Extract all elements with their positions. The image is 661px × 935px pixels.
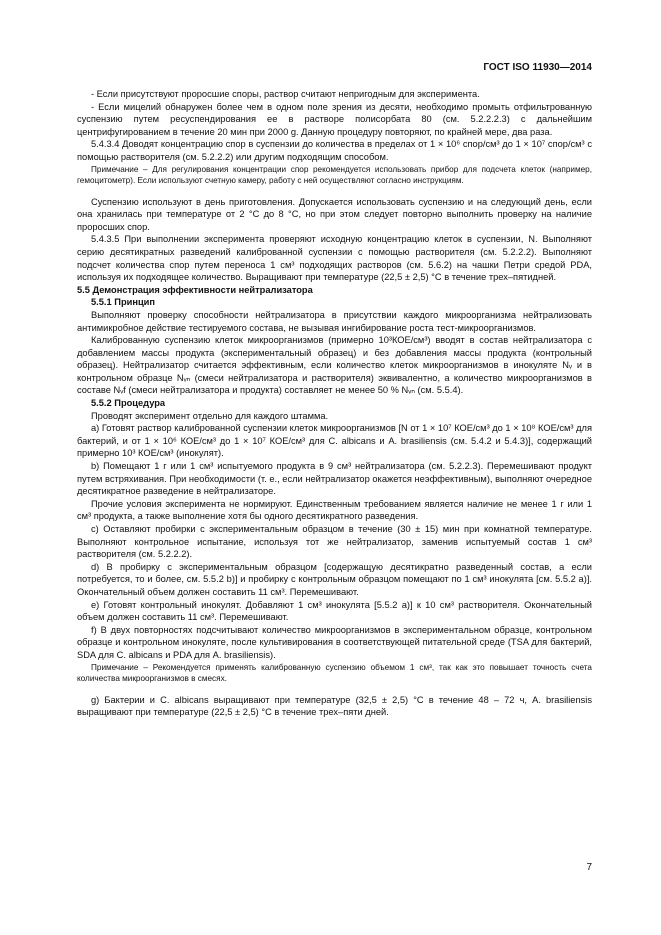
paragraph: b) Помещают 1 г или 1 см³ испытуемого продукта в 9 см³ нейтрализатора (см. 5.2.2.3). Перемешивают продукт путем встряхивания. При необходимости (т. е., если нейтрализатор окажется неэффективным), выполняют очередное десятикратное разведение в нейтрализаторе. — [77, 461, 592, 497]
paragraph: Выполняют проверку способности нейтрализатора в присутствии каждого микроорганизма нейтрализовать антимикробное действие тестируемого состава, не вызывая ингибирование роста тест-микроорганизмов. — [77, 309, 592, 333]
subsection-heading: 5.5.1 Принцип — [91, 297, 155, 308]
paragraph: Прочие условия эксперимента не нормируют. Единственным требованием является наличие не менее 1 г или 1 см³ продукта, а также выполнение хотя бы одного десятикратного разведения. — [77, 498, 592, 522]
paragraph: f) В двух повторностях подсчитывают количество микроорганизмов в экспериментальном образце, контрольном образце и контрольном инокуляте, после культивирования в соответствующей питательной среде (TSA для бактерий, SDA для C. albicans и PDA для A. brasiliensis). — [77, 624, 592, 660]
paragraph: 5.4.3.4 Доводят концентрацию спор в суспензии до количества в пределах от 1 × 10⁶ спор/см³ до 1 × 10⁷ спор/см³ с помощью растворителя (см. 5.2.2.2) или другим подходящим способом. — [77, 139, 592, 162]
paragraph: Калиброванную суспензию клеток микроорганизмов (примерно 10³КОЕ/см³) вводят в состав нейтрализатора с добавлением массы продукта (экспериментальный образец) и без добавления массы продукта (контрольный образец). Нейтрализатор считается эффективным, если количество клеток микроорганизмов в инокуляте Nᵥ и в контрольном образце Nᵥₙ (смеси нейтрализатора и растворителя) эквивалентно, а количество микроорганизмов в составе Nᵥf (смеси нейтрализатора и продукта) составляет не менее 50 % Nᵥₙ (см. 5.5.4). — [77, 335, 592, 396]
paragraph: - Если присутствуют проросшие споры, раствор считают непригодным для эксперимента. — [91, 89, 480, 99]
paragraph: а) Готовят раствор калиброванной суспензии клеток микроорганизмов [N от 1 × 10⁷ КОЕ/см³ до 1 × 10⁸ КОЕ/см³ для бактерий, и от 1 × 10⁶ КОЕ/см³ до 1 × 10⁷ КОЕ/см³ для C. albicans и A. brasiliensis (см. 5.4.2 и 5.4.3)], содержащий примерно 10³ КОЕ/см³ (инокулят). — [77, 423, 592, 459]
document-body — [77, 88, 592, 719]
paragraph: - Если мицелий обнаружен более чем в одном поле зрения из десяти, необходимо промыть отфильтрованную суспензию путем ресуспендирования ее в растворе полисорбата 80 (см. 5.2.2.2.3) с дальнейшим центрифугированием в течение 20 мин при 2000 g. Данную процедуру повторяют, по крайней мере, два раза. — [77, 101, 592, 137]
paragraph: d) В пробирку с экспериментальным образцом [содержащую десятикратно разведенный состав, а если потребуется, то и более, см. 5.5.2 b)] и пробирку с контрольным образцом помещают по 1 см³ инокулята [см. 5.5.2 а)]. Окончательный объем должен составить 11 см³. Перемешивают. — [77, 561, 592, 597]
paragraph: Суспензию используют в день приготовления. Допускается использовать суспензию и на следующий день, если она хранилась при температуре от 2 °C до 8 °C, но при этом следует повторно выполнить проверку на наличие проросших спор. — [77, 196, 592, 232]
page-number: 7 — [586, 862, 592, 873]
document-header: ГОСТ ISO 11930—2014 — [483, 62, 592, 73]
paragraph: с) Оставляют пробирки с экспериментальным образцом в течение (30 ± 15) мин при комнатной температуре. Выполняют контрольное испытание, используя тот же нейтрализатор, заменив испытуемый состав 1 см³ растворителя (см. 5.2.2.2). — [77, 524, 592, 560]
paragraph: Проводят эксперимент отдельно для каждого штамма. — [91, 410, 329, 421]
paragraph: g) Бактерии и C. albicans выращивают при температуре (32,5 ± 2,5) °C в течение 48 – 72 ч, A. brasiliensis выращивают при температуре (22,5 ± 2,5) °C в течение трех–пяти дней. — [77, 694, 592, 718]
paragraph: е) Готовят контрольный инокулят. Добавляют 1 см³ инокулята [5.5.2 а)] к 10 см³ растворителя. Окончательный объем должен составить 11 см³. Перемешивают. — [77, 599, 592, 623]
section-heading: 5.5 Демонстрация эффективности нейтрализатора — [77, 284, 313, 295]
subsection-heading: 5.5.2 Процедура — [91, 398, 166, 409]
note: Примечание – Рекомендуется применять калиброванную суспензию объемом 1 см³, так как это повышает точность счета количества микроорганизмов в смесях. — [77, 662, 592, 683]
paragraph: 5.4.3.5 При выполнении эксперимента проверяют исходную концентрацию клеток в суспензии, N. Выполняют серию десятикратных разведений калиброванной суспензии с помощью растворителя (см. 5.2.2.2). Выполняют подсчет количества спор путем переноса 1 см³ подходящих растворов (см. 5.6.2) на чашки Петри средой PDA, используя их подходящее количество. Выращивают при температуре (22,5 ± 2,5) °C в течение трех–пятидней. — [77, 234, 592, 283]
note: Примечание – Для регулирования концентрации спор рекомендуется использовать прибор для подсчета клеток (например, гемоцитометр). Если используют счетную камеру, работу с ней осуществляют согласно инструкциям. — [77, 164, 592, 185]
